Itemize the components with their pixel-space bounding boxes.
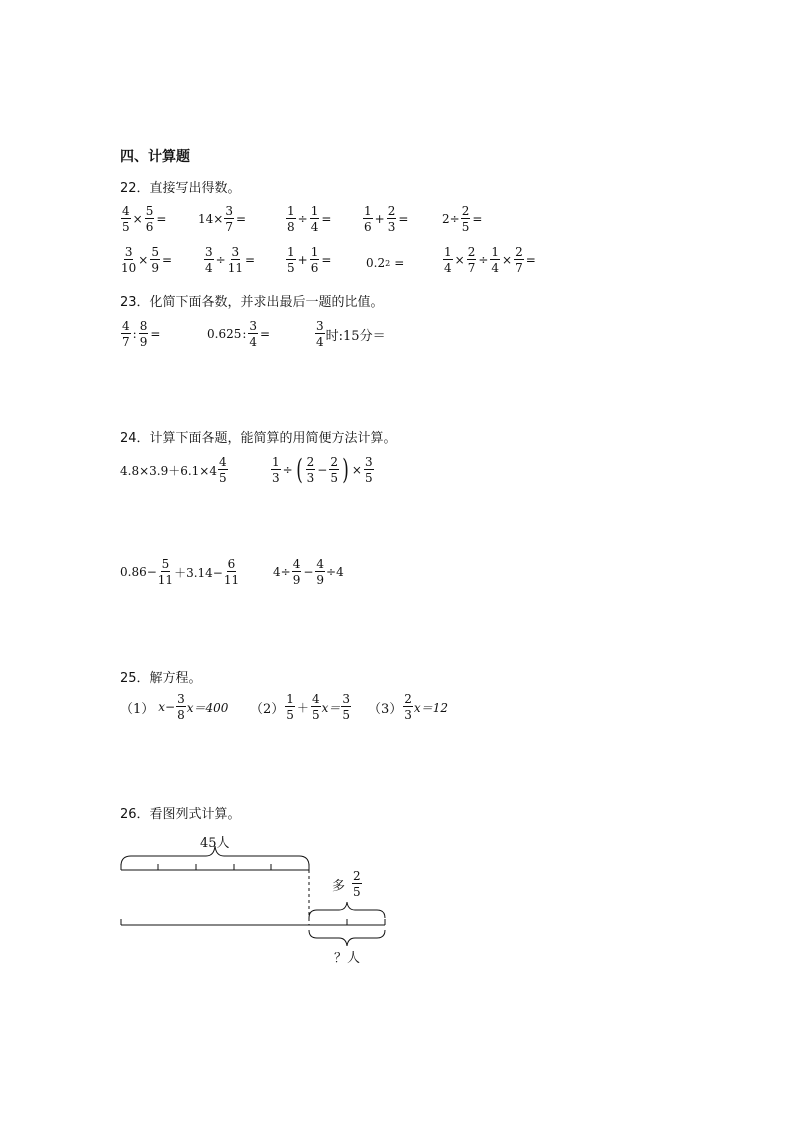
q24-title: 24．计算下面各题，能简算的用简便方法计算。 [120, 431, 397, 446]
q22-r1-e3: $\frac{1}{8}$ ÷ $\frac{1}{4}$ = [287, 204, 332, 234]
q22-r1-e4: $\frac{1}{6}$ + $\frac{2}{3}$ = [364, 204, 409, 234]
q22-title: 22．直接写出得数。 [120, 181, 241, 196]
q22-r2-e2: $\frac{3}{4}$ ÷ $\frac{3}{11}$ = [205, 245, 256, 275]
bottom-brace [309, 930, 385, 946]
q24-e3: 0.86− $\frac{5}{11}$ ＋3.14− $\frac{6}{11}$ [120, 557, 240, 587]
q23-title: 23．化简下面各数，并求出最后一题的比值。 [120, 295, 384, 310]
q22-r1-e2: 14× $\frac{3}{7}$ = [198, 204, 247, 234]
q24-e2: $\frac{1}{3}$ ÷ ( $\frac{2}{3}$ − $\frac{2}{5}$ ) × $\frac{3}{5}$ [272, 453, 373, 486]
q25-e1: （1） x− $\frac{3}{8}$ x＝400 [120, 692, 229, 722]
q23-e2: 0.625 : $\frac{3}{4}$ = [207, 319, 271, 349]
q22-r2-e4: 0.2 2 = [366, 256, 405, 270]
more-label: 多 $\frac{2}{5}$ [332, 869, 361, 899]
q22-r2-e5: $\frac{1}{4}$ × $\frac{2}{7}$ ÷ $\frac{1}{4}$ × $\frac{2}{7}$ = [444, 245, 536, 275]
top-label: 45人 [200, 836, 230, 851]
q24-e1: 4.8×3.9＋6.1×4 $\frac{4}{5}$ [120, 455, 227, 485]
bottom-label: ？人 [334, 951, 361, 966]
q22-r2-e1: $\frac{3}{10}$ × $\frac{5}{9}$ = [121, 245, 173, 275]
q23-e1: $\frac{4}{7}$ : $\frac{8}{9}$ = [122, 319, 161, 349]
q22-r1-e1: $\frac{4}{5}$ × $\frac{5}{6}$ = [122, 204, 167, 234]
q23-e3: $\frac{3}{4}$ 时:15分＝ [316, 319, 386, 349]
q25-title: 25．解方程。 [120, 671, 202, 686]
q26-title: 26．看图列式计算。 [120, 807, 241, 822]
q22-r2-e3: $\frac{1}{5}$ + $\frac{1}{6}$ = [287, 245, 332, 275]
q25-e3: （3） $\frac{2}{3}$ x＝12 [368, 692, 448, 722]
q25-e2: （2） $\frac{1}{5}$ ＋ $\frac{4}{5}$ x＝ $\frac{3}{5}$ [250, 692, 350, 722]
extra-brace [309, 902, 385, 918]
section-title: 四、计算题 [120, 149, 190, 165]
q22-r1-e5: 2÷ $\frac{2}{5}$ = [442, 204, 483, 234]
q24-e4: 4÷ $\frac{4}{9}$ − $\frac{4}{9}$ ÷4 [273, 557, 344, 587]
